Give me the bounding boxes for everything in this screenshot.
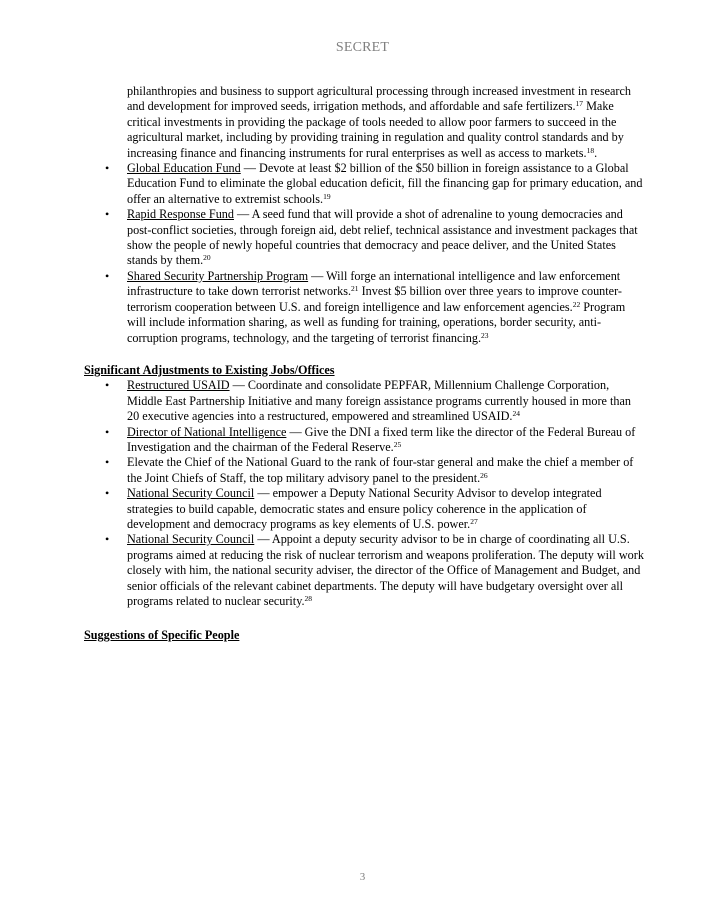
item-text: — empower a Deputy National Security Advisor to develop integrated strategies to build capable, democratic states and ensure policy coherence in the application of development and democracy programs as key elements of U.S. power. [127, 486, 602, 531]
item-text: — Give the DNI a fixed term like the director of the Federal Bureau of Investigation and the chairman of the Federal Reserve. [127, 424, 636, 454]
item-text: — A seed fund that will provide a shot of adrenaline to young democracies and post-conflict societies, through foreign aid, debt relief, technical assistance and investment packages that show the people of newly hopeful countries that democracy and peace deliver, and the United States stands by them. [127, 207, 638, 268]
item-text: Program will include information sharing, as well as funding for training, operations, border security, anti-corruption programs, technology, and the targeting of terrorist financing. [127, 299, 626, 345]
list-item-nsc-deputy-advisor [84, 486, 646, 532]
paragraph-text: philanthropies and business to support agricultural processing through increased investment in research and development for improved seeds, irrigation methods, and affordable and safe fertilizers. [127, 84, 631, 114]
classification-header: SECRET [335, 40, 390, 55]
item-title: Global Education Fund [127, 161, 241, 176]
section-heading-adjustments: Significant Adjustments to Existing Jobs/Offices [84, 362, 335, 377]
footnote-ref[interactable]: 22 [572, 299, 581, 309]
new-programs-list [84, 161, 646, 346]
list-item-director-national-intelligence [84, 425, 646, 456]
list-item-shared-security-partnership [84, 269, 646, 346]
footnote-ref[interactable]: 17 [575, 99, 584, 109]
footnote-ref[interactable]: 21 [351, 284, 359, 294]
item-text: — Devote at least $2 billion of the $50 billion in foreign assistance to a Global Education Fund to eliminate the global education deficit, fill the financing gap for primary education, and offer an alternative to extremist schools. [127, 161, 643, 206]
bullet-icon: • [105, 207, 110, 222]
footnote-ref[interactable]: 18 [586, 145, 595, 155]
item-text: — Appoint a deputy security advisor to be in charge of coordinating all U.S. programs aimed at reducing the risk of nuclear terrorism and weapons proliferation. The deputy will work closely with him, the national security adviser, the director of the Office of Management and Budget, and senior officials of the relevant cabinet departments. The deputy will have budgetary oversight over all programs related to nuclear security. [127, 532, 644, 608]
footnote-ref[interactable]: 19 [323, 191, 331, 201]
bullet-icon: • [105, 455, 110, 470]
continued-paragraph [127, 84, 646, 161]
bullet-icon: • [105, 268, 110, 283]
bullet-icon: • [105, 486, 110, 501]
item-title: National Security Council [127, 486, 255, 501]
footnote-ref[interactable]: 26 [480, 470, 488, 480]
footnote-ref[interactable]: 23 [481, 330, 489, 340]
adjustments-list [84, 378, 646, 609]
bullet-icon: • [105, 378, 110, 393]
item-title: Restructured USAID [127, 378, 230, 393]
list-item-restructured-usaid [84, 378, 646, 424]
item-title: Shared Security Partnership Program [127, 268, 309, 283]
item-title: Rapid Response Fund [127, 207, 234, 222]
paragraph-text: . [594, 145, 598, 160]
footnote-ref[interactable]: 20 [203, 253, 211, 263]
item-text: Invest $5 billion over three years to improve counter-terrorism cooperation between U.S. and foreign intelligence and law enforcement agencies. [127, 284, 622, 314]
list-item-global-education-fund [84, 161, 646, 207]
document-body [84, 84, 646, 644]
item-text: — Will forge an international intelligence and law enforcement infrastructure to take down terrorist networks. [127, 268, 621, 299]
section-heading-people: Suggestions of Specific People [84, 628, 240, 643]
bullet-icon: • [105, 532, 110, 547]
footnote-ref[interactable]: 25 [393, 439, 402, 449]
footnote-ref[interactable]: 24 [512, 409, 520, 419]
bullet-icon: • [105, 424, 110, 439]
item-text: — Coordinate and consolidate PEPFAR, Millennium Challenge Corporation, Middle East Partnership Initiative and many foreign assistance programs currently housed in more than 20 executive agencies into a restructured, empowered and streamlined USAID. [127, 378, 631, 424]
bullet-icon: • [105, 161, 110, 176]
footnote-ref[interactable]: 28 [304, 594, 313, 603]
list-item-national-guard [84, 455, 646, 486]
page-number: 3 [359, 871, 366, 883]
list-item-nsc-nuclear-security [84, 532, 646, 609]
item-title: National Security Council [127, 532, 255, 547]
footnote-ref[interactable]: 27 [470, 516, 478, 526]
paragraph-text: Make critical investments in providing the package of tools needed to allow poor farmers to succeed in the agricultural market, including by providing training in regulation and quality control standards and by increasing finance and financing instruments for rural enterprises as well as access to markets. [127, 99, 624, 160]
item-title: Director of National Intelligence [127, 424, 287, 439]
item-text: Elevate the Chief of the National Guard to the rank of four-star general and make the chief a member of the Joint Chiefs of Staff, the top military advisory panel to the president. [127, 455, 634, 485]
list-item-rapid-response-fund [84, 207, 646, 269]
